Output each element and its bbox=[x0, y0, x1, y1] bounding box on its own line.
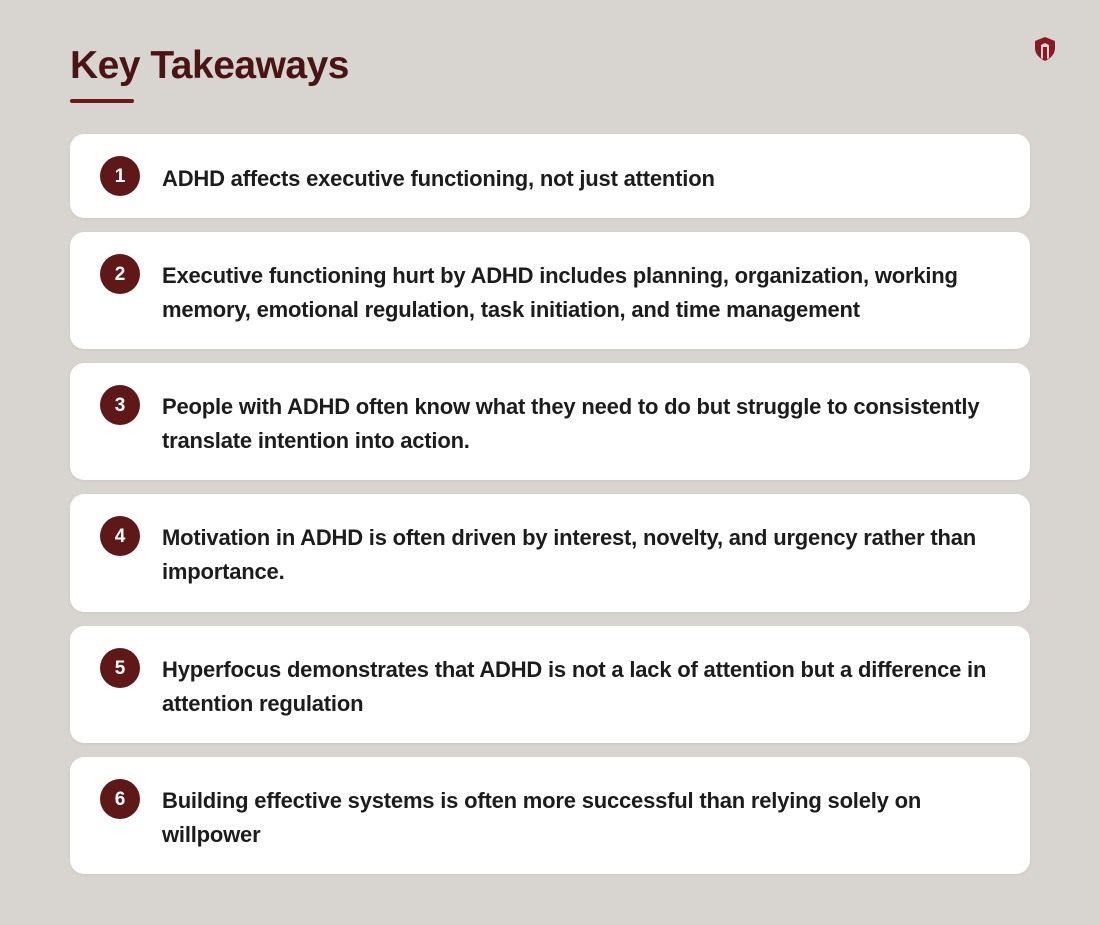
number-badge: 3 bbox=[100, 385, 140, 425]
takeaway-card bbox=[70, 363, 1030, 480]
takeaway-card bbox=[70, 134, 1030, 218]
takeaway-card bbox=[70, 626, 1030, 743]
title-underline bbox=[70, 99, 134, 103]
takeaway-text: People with ADHD often know what they need to do but struggle to consistently translate intention into action. bbox=[162, 394, 980, 453]
takeaway-card bbox=[70, 494, 1030, 612]
logo bbox=[1033, 36, 1057, 62]
takeaway-card bbox=[70, 757, 1030, 874]
number-badge: 1 bbox=[100, 156, 140, 196]
takeaway-card bbox=[70, 232, 1030, 349]
takeaway-text: Hyperfocus demonstrates that ADHD is not a lack of attention but a difference in attention regulation bbox=[162, 657, 987, 716]
takeaway-text: Motivation in ADHD is often driven by interest, novelty, and urgency rather than importance. bbox=[162, 525, 977, 584]
takeaway-text: Executive functioning hurt by ADHD includes planning, organization, working memory, emotional regulation, task initiation, and time management bbox=[162, 263, 958, 322]
number-badge: 5 bbox=[100, 648, 140, 688]
number-badge: 6 bbox=[100, 779, 140, 819]
number-badge: 4 bbox=[100, 516, 140, 556]
shield-logo-icon bbox=[1033, 36, 1057, 62]
takeaway-text: ADHD affects executive functioning, not just attention bbox=[162, 166, 715, 191]
page-title: Key Takeaways bbox=[70, 44, 349, 87]
number-badge: 2 bbox=[100, 254, 140, 294]
takeaway-text: Building effective systems is often more successful than relying solely on willpower bbox=[162, 788, 922, 847]
